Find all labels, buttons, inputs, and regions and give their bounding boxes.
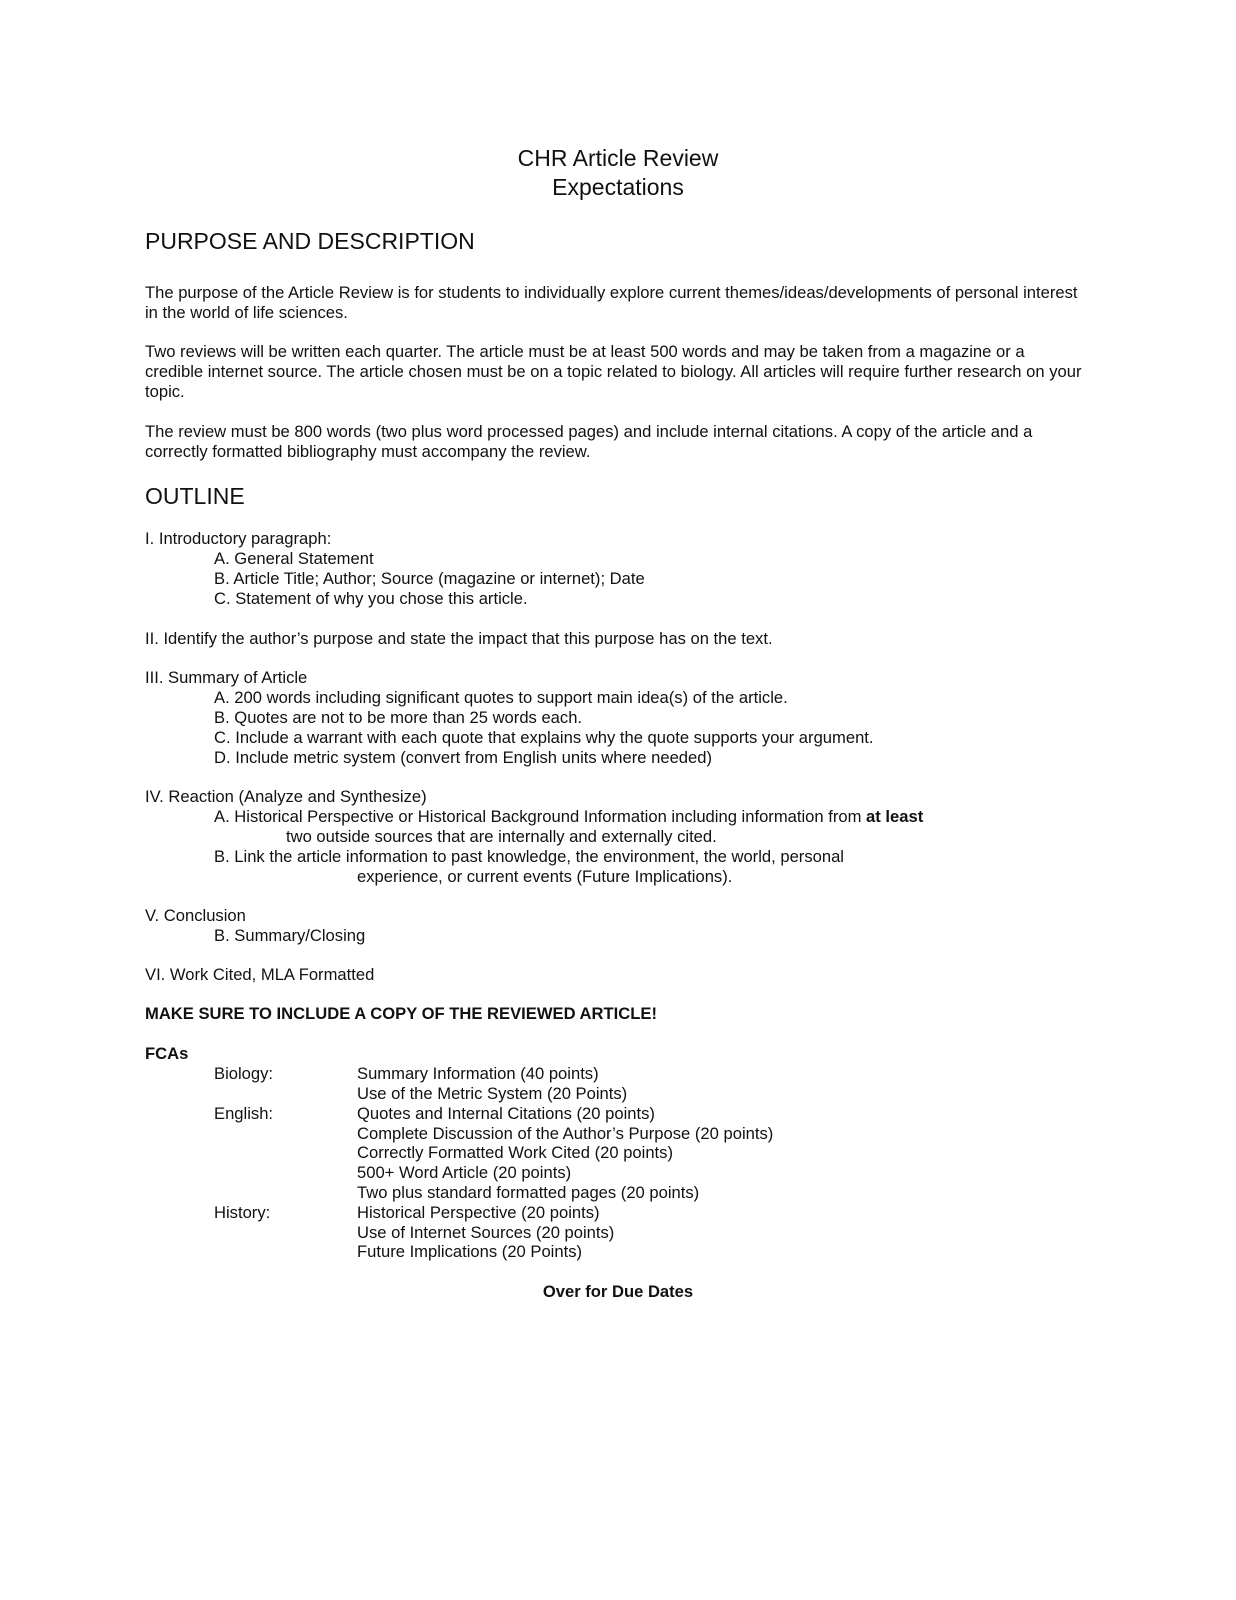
outline-section-iv-item-a-emphasis: at least	[866, 807, 924, 826]
fcas-criterion: Historical Perspective (20 points)	[357, 1203, 600, 1222]
fcas-criterion: Use of Internet Sources (20 points)	[357, 1223, 615, 1242]
outline-section-i-title: I. Introductory paragraph:	[145, 529, 332, 548]
purpose-paragraph-1: The purpose of the Article Review is for students to individually explore current themes/ideas/developments of personal interest in the world of life sciences.	[145, 283, 1078, 322]
fcas-criterion: Complete Discussion of the Author’s Purpose (20 points)	[357, 1124, 774, 1143]
fcas-criterion: Correctly Formatted Work Cited (20 points)	[357, 1143, 673, 1162]
outline-section-iv-item-a-continued: two outside sources that are internally and externally cited.	[286, 827, 717, 846]
outline-section-iii-item-b: B. Quotes are not to be more than 25 words each.	[214, 708, 583, 727]
fcas-subject-english: English:	[214, 1104, 274, 1123]
due-dates-note: Over for Due Dates	[542, 1282, 694, 1301]
purpose-paragraph-2: Two reviews will be written each quarter. The article must be at least 500 words and may be taken from a magazine or a credible internet source. The article chosen must be on a topic related to biology. All articles will require further research on your topic.	[145, 342, 1082, 401]
document-title-line1: CHR Article Review	[517, 145, 719, 171]
purpose-heading: PURPOSE AND DESCRIPTION	[145, 228, 475, 254]
fcas-heading: FCAs	[145, 1044, 189, 1063]
include-article-notice: MAKE SURE TO INCLUDE A COPY OF THE REVIEWED ARTICLE!	[145, 1004, 657, 1023]
outline-section-i-item-b: B. Article Title; Author; Source (magazine or internet); Date	[214, 569, 645, 588]
fcas-criterion: Two plus standard formatted pages (20 points)	[357, 1183, 700, 1202]
outline-section-vi-title: VI. Work Cited, MLA Formatted	[145, 965, 375, 984]
outline-section-iv-item-a	[214, 807, 923, 827]
outline-heading: OUTLINE	[145, 483, 245, 509]
outline-section-i-item-a: A. General Statement	[214, 549, 374, 568]
outline-section-ii-title: II. Identify the author’s purpose and state the impact that this purpose has on the text.	[145, 629, 773, 648]
outline-section-iii-title: III. Summary of Article	[145, 668, 308, 687]
outline-section-iii-item-a: A. 200 words including significant quotes to support main idea(s) of the article.	[214, 688, 788, 707]
fcas-subject-history: History:	[214, 1203, 271, 1222]
purpose-paragraph-3: The review must be 800 words (two plus word processed pages) and include internal citations. A copy of the article and a correctly formatted bibliography must accompany the review.	[145, 422, 1033, 461]
fcas-criterion: 500+ Word Article (20 points)	[357, 1163, 572, 1182]
fcas-criterion: Use of the Metric System (20 Points)	[357, 1084, 628, 1103]
document-title-line2: Expectations	[552, 174, 684, 200]
fcas-criterion: Future Implications (20 Points)	[357, 1242, 583, 1261]
fcas-subject-biology: Biology:	[214, 1064, 274, 1083]
outline-section-iv-item-a-text: A. Historical Perspective or Historical Background Information including information from	[214, 807, 867, 826]
outline-section-i-item-c: C. Statement of why you chose this article.	[214, 589, 528, 608]
outline-section-v-title: V. Conclusion	[145, 906, 246, 925]
fcas-criterion: Quotes and Internal Citations (20 points)	[357, 1104, 655, 1123]
outline-section-iv-title: IV. Reaction (Analyze and Synthesize)	[145, 787, 427, 806]
outline-section-iv-item-b: B. Link the article information to past knowledge, the environment, the world, personal	[214, 847, 844, 866]
fcas-criterion: Summary Information (40 points)	[357, 1064, 599, 1083]
outline-section-iii-item-d: D. Include metric system (convert from English units where needed)	[214, 748, 713, 767]
outline-section-v-item-b: B. Summary/Closing	[214, 926, 366, 945]
outline-section-iii-item-c: C. Include a warrant with each quote that explains why the quote supports your argument.	[214, 728, 874, 747]
outline-section-iv-item-b-continued: experience, or current events (Future Implications).	[357, 867, 733, 886]
